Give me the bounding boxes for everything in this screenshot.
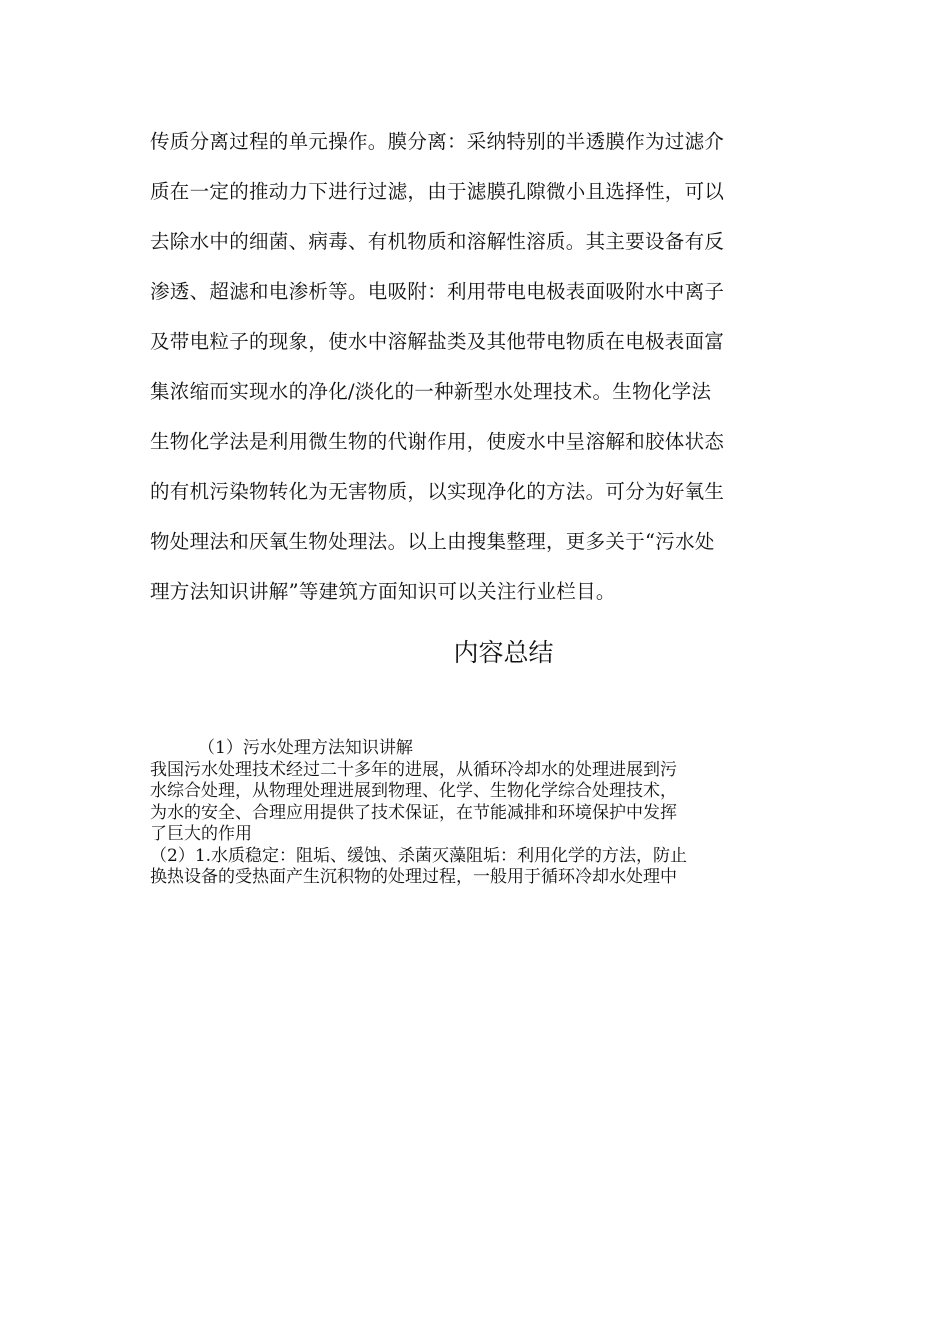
body-line: 渗透、超滤和电渗析等。电吸附：利用带电电极表面吸附水中离子	[150, 280, 725, 303]
summary-item-heading: （1）污水处理方法知识讲解	[198, 738, 413, 758]
summary-line: 为水的安全、合理应用提供了技术保证，在节能减排和环境保护中发挥	[150, 802, 677, 823]
summary-line: 了巨大的作用	[150, 824, 252, 844]
summary-line: 水综合处理，从物理处理进展到物理、化学、生物化学综合处理技术，	[150, 781, 677, 801]
summary-line: 换热设备的受热面产生沉积物的处理过程，一般用于循环冷却水处理中	[150, 867, 677, 887]
body-paragraph	[150, 117, 810, 617]
body-line: 生物化学法是利用微生物的代谢作用，使废水中呈溶解和胶体状态	[150, 430, 725, 453]
summary-line: 我国污水处理技术经过二十多年的进展，从循环冷却水的处理进展到污	[150, 759, 677, 780]
body-line: 及带电粒子的现象，使水中溶解盐类及其他带电物质在电极表面富	[150, 330, 725, 353]
summary-section	[150, 738, 810, 889]
body-line: 理方法知识讲解”等建筑方面知识可以关注行业栏目。	[150, 580, 616, 603]
summary-line: （2）1.水质稳定：阻垢、缓蚀、杀菌灭藻阻垢：利用化学的方法，防止	[150, 845, 688, 866]
summary-heading: 内容总结	[453, 638, 554, 667]
body-line: 集浓缩而实现水的净化/淡化的一种新型水处理技术。生物化学法	[150, 380, 712, 403]
body-line: 去除水中的细菌、病毒、有机物质和溶解性溶质。其主要设备有反	[150, 230, 725, 253]
body-line: 质在一定的推动力下进行过滤，由于滤膜孔隙微小且选择性，可以	[150, 180, 725, 203]
body-line: 物处理法和厌氧生物处理法。以上由搜集整理，更多关于“污水处	[150, 530, 715, 553]
body-line: 传质分离过程的单元操作。膜分离：采纳特别的半透膜作为过滤介	[150, 130, 725, 153]
body-line: 的有机污染物转化为无害物质，以实现净化的方法。可分为好氧生	[150, 480, 725, 503]
